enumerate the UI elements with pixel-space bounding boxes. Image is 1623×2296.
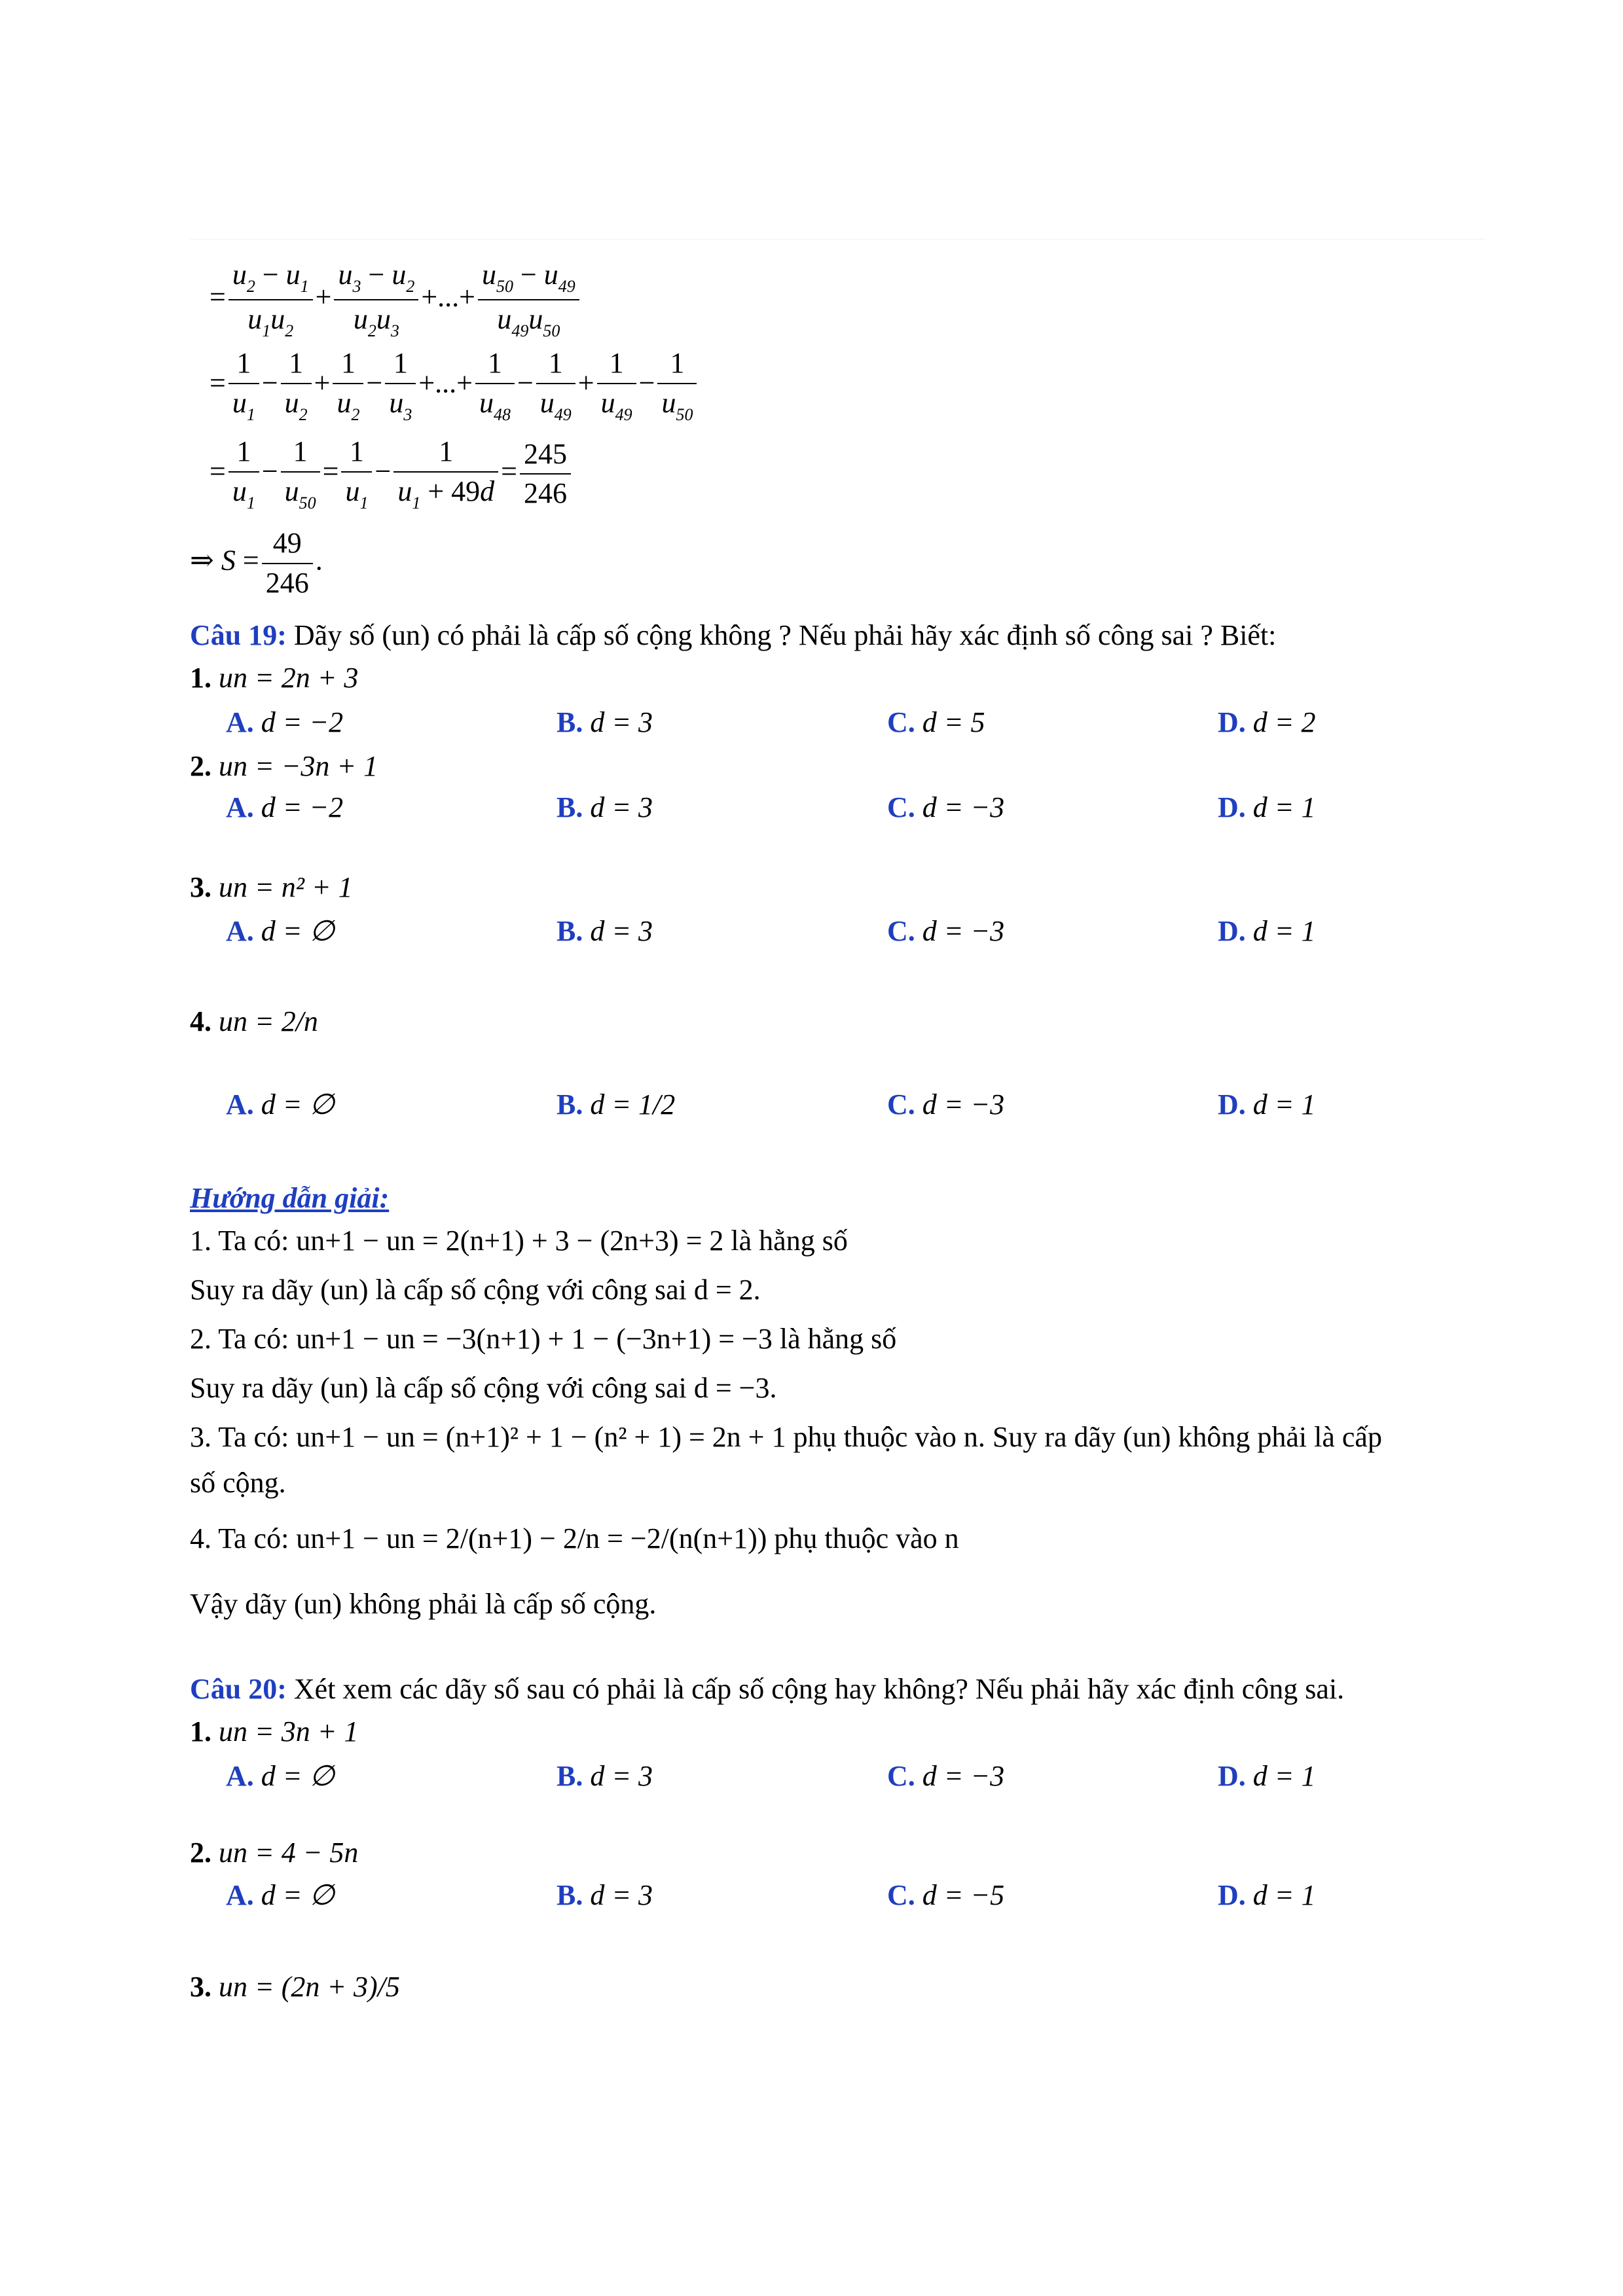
q19-item-4 (190, 1005, 318, 1038)
q20-item-3 (190, 1970, 400, 2003)
solution-title: Hướng dẫn giải: (190, 1182, 390, 1214)
intro-line-4: ⇒ S = $\frac{49}{246}$ . (190, 527, 323, 599)
q20-item-2-formula: un = 4 − 5n (219, 1837, 359, 1869)
q19-3-option-a[interactable]: A. d = ∅ (226, 915, 335, 947)
solution-1b: Suy ra dãy (un) là cấp số cộng với công sai d = 2. (190, 1274, 761, 1306)
q20-1-option-b[interactable]: B. d = 3 (556, 1760, 653, 1792)
intro-line-3: = $\frac{1}{u_1}$ − $\frac{1}{u_{50}}$ = $\frac{1}{u_1}$ − $\frac{1}{u_1 + 49d}$ = $\frac{245}{246}$ (210, 435, 574, 512)
solution-2: 2. Ta có: un+1 − un = −3(n+1) + 1 − (−3n+1) = −3 là hằng số (190, 1323, 897, 1355)
q20-1-option-d[interactable]: D. d = 1 (1218, 1760, 1316, 1792)
q19-4-option-c[interactable]: C. d = −3 (887, 1088, 1005, 1121)
q20-label: Câu 20: (190, 1673, 287, 1705)
q20-item-2 (190, 1836, 358, 1869)
q19-text: Dãy số (un) có phải là cấp số cộng không ? Nếu phải hãy xác định số công sai ? Biết: (293, 619, 1277, 651)
solution-4: 4. Ta có: un+1 − un = 2/(n+1) − 2/n = −2/(n(n+1)) phụ thuộc vào n (190, 1522, 959, 1554)
q19-item-2-num: 2. (190, 750, 211, 782)
q19-label: Câu 19: (190, 619, 287, 651)
q19-3-option-b[interactable]: B. d = 3 (556, 915, 653, 947)
q20-item-3-formula: un = (2n + 3)/5 (219, 1971, 400, 2003)
q19-item-2 (190, 749, 378, 783)
q19-3-option-d[interactable]: D. d = 1 (1218, 915, 1316, 947)
q20-1-option-c[interactable]: C. d = −3 (887, 1760, 1005, 1792)
solution-4b: Vậy dãy (un) không phải là cấp số cộng. (190, 1588, 657, 1620)
q20-item-1 (190, 1715, 358, 1748)
q19-item-1-formula: un = 2n + 3 (219, 662, 359, 694)
q19-item-1 (190, 661, 358, 694)
q19-item-3-num: 3. (190, 871, 211, 903)
q20-2-option-a[interactable]: A. d = ∅ (226, 1879, 335, 1911)
q20-2-option-d[interactable]: D. d = 1 (1218, 1879, 1316, 1911)
q19-1-option-d[interactable]: D. d = 2 (1218, 706, 1316, 738)
q19-1-option-c[interactable]: C. d = 5 (887, 706, 985, 738)
q20-1-option-a[interactable]: A. d = ∅ (226, 1760, 335, 1792)
q19-4-option-d[interactable]: D. d = 1 (1218, 1088, 1316, 1121)
q19-4-option-a[interactable]: A. d = ∅ (226, 1088, 335, 1121)
q19-2-option-d[interactable]: D. d = 1 (1218, 791, 1316, 823)
solution-3b: số cộng. (190, 1467, 286, 1499)
header-rule (190, 239, 1486, 240)
q19-item-4-num: 4. (190, 1005, 211, 1037)
solution-2b: Suy ra dãy (un) là cấp số cộng với công sai d = −3. (190, 1372, 777, 1404)
q19-item-1-num: 1. (190, 662, 211, 694)
q19-2-option-b[interactable]: B. d = 3 (556, 791, 653, 823)
q19-item-2-formula: un = −3n + 1 (219, 750, 378, 782)
q20-2-option-b[interactable]: B. d = 3 (556, 1879, 653, 1911)
q19-1-option-b[interactable]: B. d = 3 (556, 706, 653, 738)
q20-item-1-num: 1. (190, 1715, 211, 1748)
intro-line-1: = $\frac{u_2 - u_1}{u_1u_2}$ + $\frac{u_3 - u_2}{u_2u_3}$ +...+ $\frac{u_{50} - u_{49}}{u_{49}u_{50}}$ (210, 259, 582, 341)
solution-3: 3. Ta có: un+1 − un = (n+1)² + 1 − (n² + 1) = 2n + 1 phụ thuộc vào n. Suy ra dãy (un) không phải là cấp (190, 1421, 1382, 1453)
q19-1-option-a[interactable]: A. d = −2 (226, 706, 344, 738)
q19-item-3 (190, 870, 353, 904)
q19-2-option-a[interactable]: A. d = −2 (226, 791, 344, 823)
intro-line-2: = $\frac{1}{u_1}$ − $\frac{1}{u_2}$ + $\frac{1}{u_2}$ − $\frac{1}{u_3}$ +...+ $\frac{1}{u_{48}}$ − $\frac{1}{u_{49}}$ + $\frac{1}{u_{49}}$ − $\frac{1}{u_{50}}$ (210, 347, 699, 424)
q20-2-option-c[interactable]: C. d = −5 (887, 1879, 1005, 1911)
q20-item-3-num: 3. (190, 1971, 211, 2003)
solution-1: 1. Ta có: un+1 − un = 2(n+1) + 3 − (2n+3) = 2 là hằng số (190, 1225, 848, 1257)
q19-item-4-formula: un = 2/n (219, 1005, 318, 1037)
q20-item-1-formula: un = 3n + 1 (219, 1715, 359, 1748)
q19-item-3-formula: un = n² + 1 (219, 871, 353, 903)
q20-heading (190, 1672, 1344, 1706)
q19-2-option-c[interactable]: C. d = −3 (887, 791, 1005, 823)
q20-text: Xét xem các dãy số sau có phải là cấp số cộng hay không? Nếu phải hãy xác định công sai. (293, 1673, 1345, 1705)
q20-item-2-num: 2. (190, 1837, 211, 1869)
q19-4-option-b[interactable]: B. d = 1/2 (556, 1088, 676, 1121)
q19-3-option-c[interactable]: C. d = −3 (887, 915, 1005, 947)
q19-heading (190, 619, 1276, 652)
